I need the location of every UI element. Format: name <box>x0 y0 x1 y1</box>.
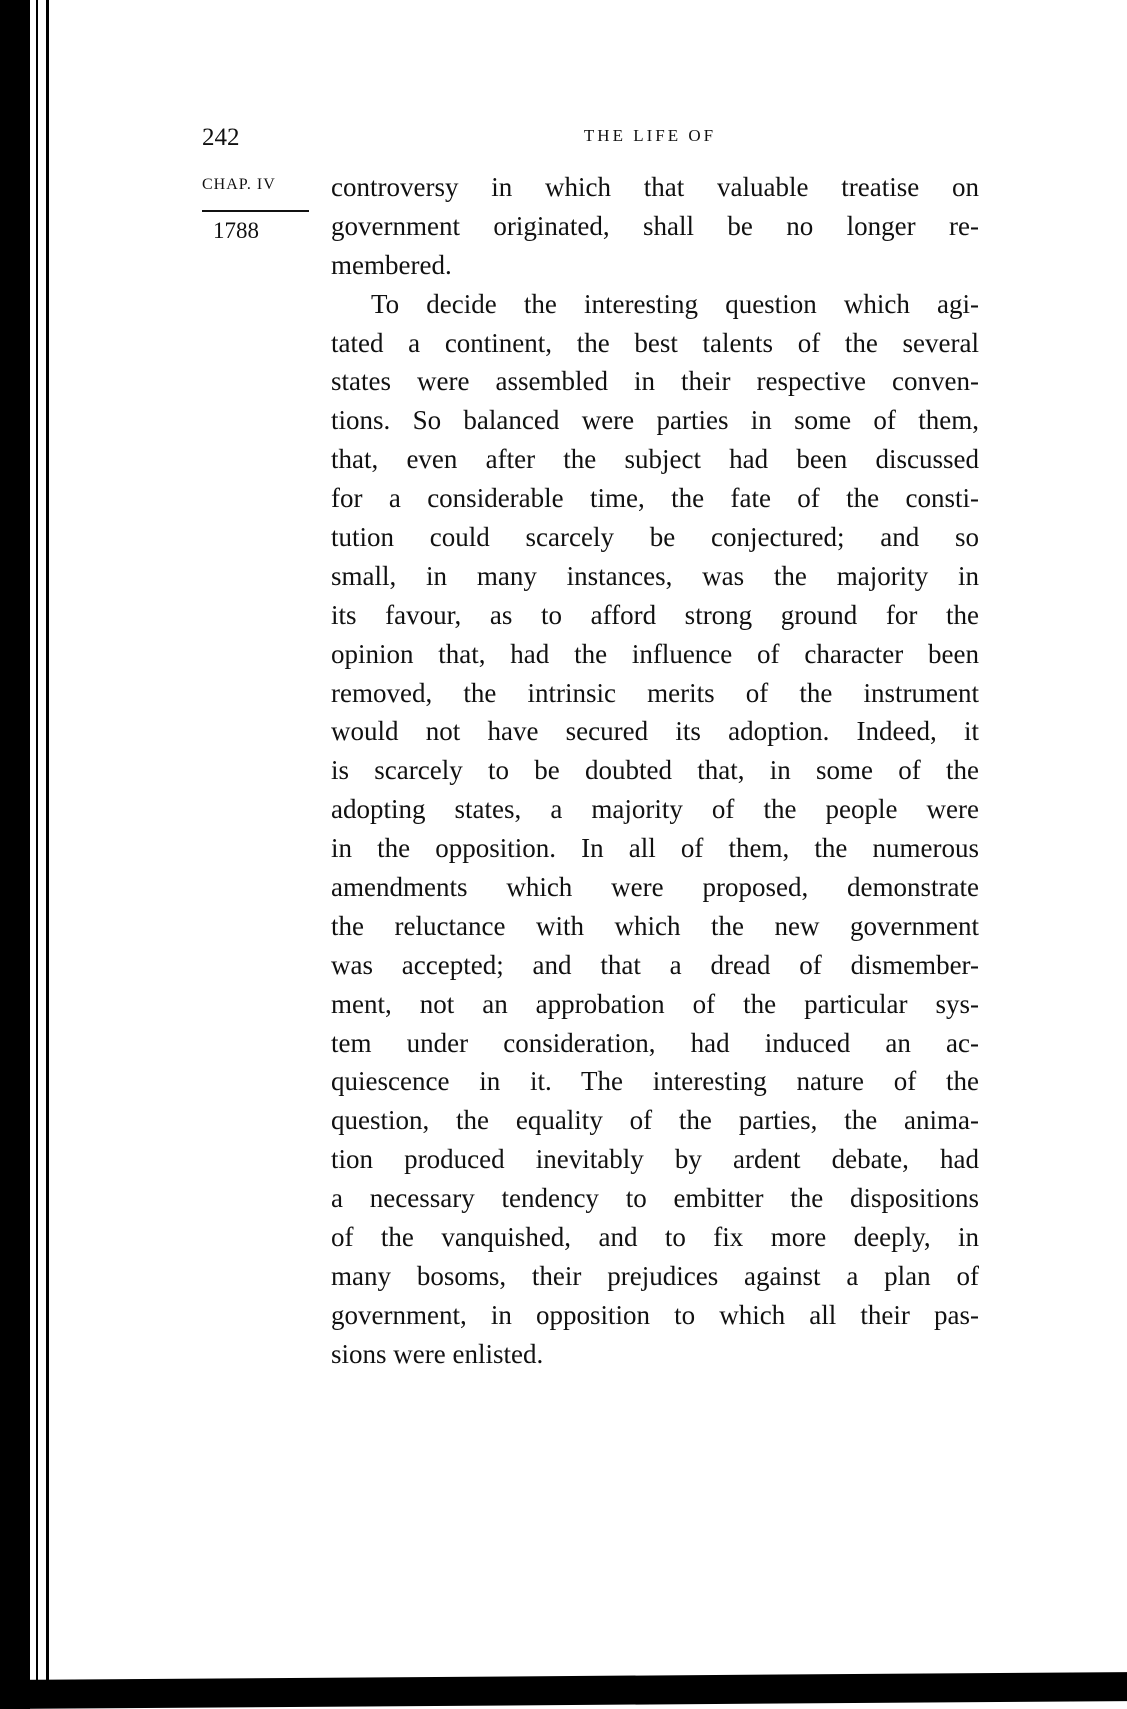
text-line: its favour, as to afford strong ground for the <box>331 599 979 630</box>
text-line: adopting states, a majority of the people were <box>331 794 979 825</box>
text-line: tution could scarcely be conjectured; and so <box>331 522 979 553</box>
text-line: is scarcely to be doubted that, in some of the <box>331 755 979 786</box>
text-line: of the vanquished, and to fix more deeply, in <box>331 1222 979 1253</box>
scan-border-line <box>46 0 49 1690</box>
text-line: small, in many instances, was the majority in <box>331 560 979 591</box>
text-line: controversy in which that valuable treatise on <box>331 172 979 202</box>
scan-border-bottom <box>0 1672 1127 1709</box>
text-line: in the opposition. In all of them, the numerous <box>331 833 979 864</box>
text-line: was accepted; and that a dread of dismember- <box>331 949 979 980</box>
text-line: tions. So balanced were parties in some of them, <box>331 405 979 436</box>
text-line: sions were enlisted. <box>331 1338 544 1369</box>
text-line: opinion that, had the influence of character been <box>331 638 979 669</box>
text-line: the reluctance with which the new government <box>331 910 979 941</box>
scan-border-line <box>36 0 38 1690</box>
margin-chapter: CHAP. IV <box>202 176 276 193</box>
text-line: To decide the interesting question which agi- <box>371 288 979 319</box>
text-line: states were assembled in their respective conven- <box>331 366 979 397</box>
margin-rule <box>202 210 309 212</box>
text-line: that, even after the subject had been discussed <box>331 444 979 475</box>
text-line: government, in opposition to which all their pas- <box>331 1299 979 1330</box>
margin-year: 1788 <box>213 218 259 243</box>
text-line: would not have secured its adoption. Indeed, it <box>331 716 979 747</box>
text-line: many bosoms, their prejudices against a plan of <box>331 1260 979 1291</box>
text-line: removed, the intrinsic merits of the instrument <box>331 677 979 708</box>
text-line: ment, not an approbation of the particular sys- <box>331 988 979 1019</box>
scan-border-left <box>0 0 30 1709</box>
text-line: quiescence in it. The interesting nature of the <box>331 1066 979 1097</box>
text-line: membered. <box>331 249 452 280</box>
page-number: 242 <box>202 124 240 151</box>
running-head: THE LIFE OF <box>583 126 717 145</box>
text-line: government originated, shall be no longer re- <box>331 210 979 241</box>
text-line: question, the equality of the parties, the anima- <box>331 1105 979 1136</box>
text-line: for a considerable time, the fate of the consti- <box>331 483 979 514</box>
body-text <box>331 168 979 1374</box>
text-line: tion produced inevitably by ardent debate, had <box>331 1144 979 1175</box>
text-line: a necessary tendency to embitter the dispositions <box>331 1183 979 1214</box>
text-line: amendments which were proposed, demonstrate <box>331 872 979 903</box>
text-line: tem under consideration, had induced an ac- <box>331 1027 979 1058</box>
text-line: tated a continent, the best talents of the several <box>331 327 979 358</box>
